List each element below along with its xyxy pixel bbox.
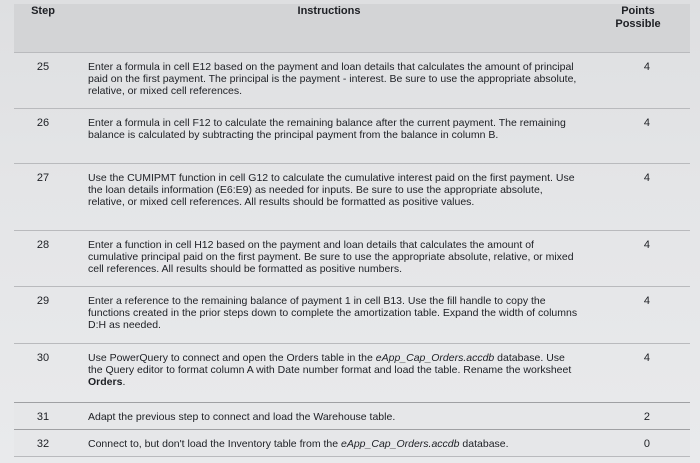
step-number: 29	[14, 287, 72, 344]
header-step: Step	[14, 4, 72, 53]
instruction-text-part: database. Use the Query editor to format column A with Date number format and load the table. Rename the worksheet	[88, 352, 572, 376]
table-row	[14, 53, 690, 109]
points-value: 4	[586, 53, 690, 109]
instruction-text-part: .	[122, 376, 126, 388]
database-filename: eApp_Cap_Orders.accdb	[375, 352, 495, 364]
step-number: 27	[14, 164, 72, 231]
table-row	[14, 287, 690, 344]
instruction-text: Adapt the previous step to connect and load the Warehouse table.	[72, 403, 586, 430]
table-row	[14, 430, 690, 457]
points-value: 4	[586, 109, 690, 164]
instruction-text: Enter a formula in cell F12 to calculate the remaining balance after the current payment. The remaining balance is calculated by subtracting the principal payment from the balance in column B.	[72, 109, 586, 164]
database-filename: eApp_Cap_Orders.accdb	[341, 438, 460, 450]
points-value: 2	[586, 403, 690, 430]
table-row	[14, 231, 690, 287]
header-instructions: Instructions	[72, 4, 586, 53]
table-row	[14, 164, 690, 231]
step-number: 25	[14, 53, 72, 109]
step-number: 26	[14, 109, 72, 164]
points-value: 4	[586, 231, 690, 287]
instruction-text: Enter a reference to the remaining balance of payment 1 in cell B13. Use the fill handle to copy the functions created in the prior steps down to complete the amortization table. Expand the width of columns D:H as needed.	[72, 287, 586, 344]
instruction-text-part: Connect to, but don't load the Inventory table from the	[88, 438, 341, 450]
instruction-text: Use the CUMIPMT function in cell G12 to calculate the cumulative interest paid on the first payment. Use the loan details information (E6:E9) as needed for inputs. Be sure to use the appropriate absolute, relative, or mixed cell references. All results should be formatted as positive values.	[72, 164, 586, 231]
step-number: 28	[14, 231, 72, 287]
points-value: 4	[586, 287, 690, 344]
header-points-possible	[586, 4, 690, 53]
step-number: 32	[14, 430, 72, 457]
table-row	[14, 344, 690, 403]
header-points-line1: Points	[621, 5, 655, 17]
instruction-text-part: Use PowerQuery to connect and open the Orders table in the	[88, 352, 376, 364]
instruction-text: Enter a function in cell H12 based on the payment and loan details that calculates the amount of cumulative principal paid on the first payment. Be sure to use the appropriate absolute, relative, or mixed cell references. All results should be formatted as positive numbers.	[72, 231, 586, 287]
instruction-text-part: database.	[459, 438, 509, 450]
instruction-text	[72, 344, 586, 403]
points-value: 4	[586, 164, 690, 231]
header-row	[14, 4, 690, 53]
worksheet-name: Orders	[88, 376, 123, 388]
header-points-line2: Possible	[615, 18, 661, 30]
points-value: 4	[586, 344, 690, 403]
step-number: 30	[14, 344, 72, 403]
step-number: 31	[14, 403, 72, 430]
points-value: 0	[586, 430, 690, 457]
table-row	[14, 403, 690, 430]
steps-table	[14, 4, 690, 457]
table-row	[14, 109, 690, 164]
instruction-text	[72, 430, 586, 457]
instruction-text: Enter a formula in cell E12 based on the payment and loan details that calculates the amount of principal paid on the first payment. The principal is the payment - interest. Be sure to use the appropriate absolute, relative, or mixed cell references.	[72, 53, 586, 109]
